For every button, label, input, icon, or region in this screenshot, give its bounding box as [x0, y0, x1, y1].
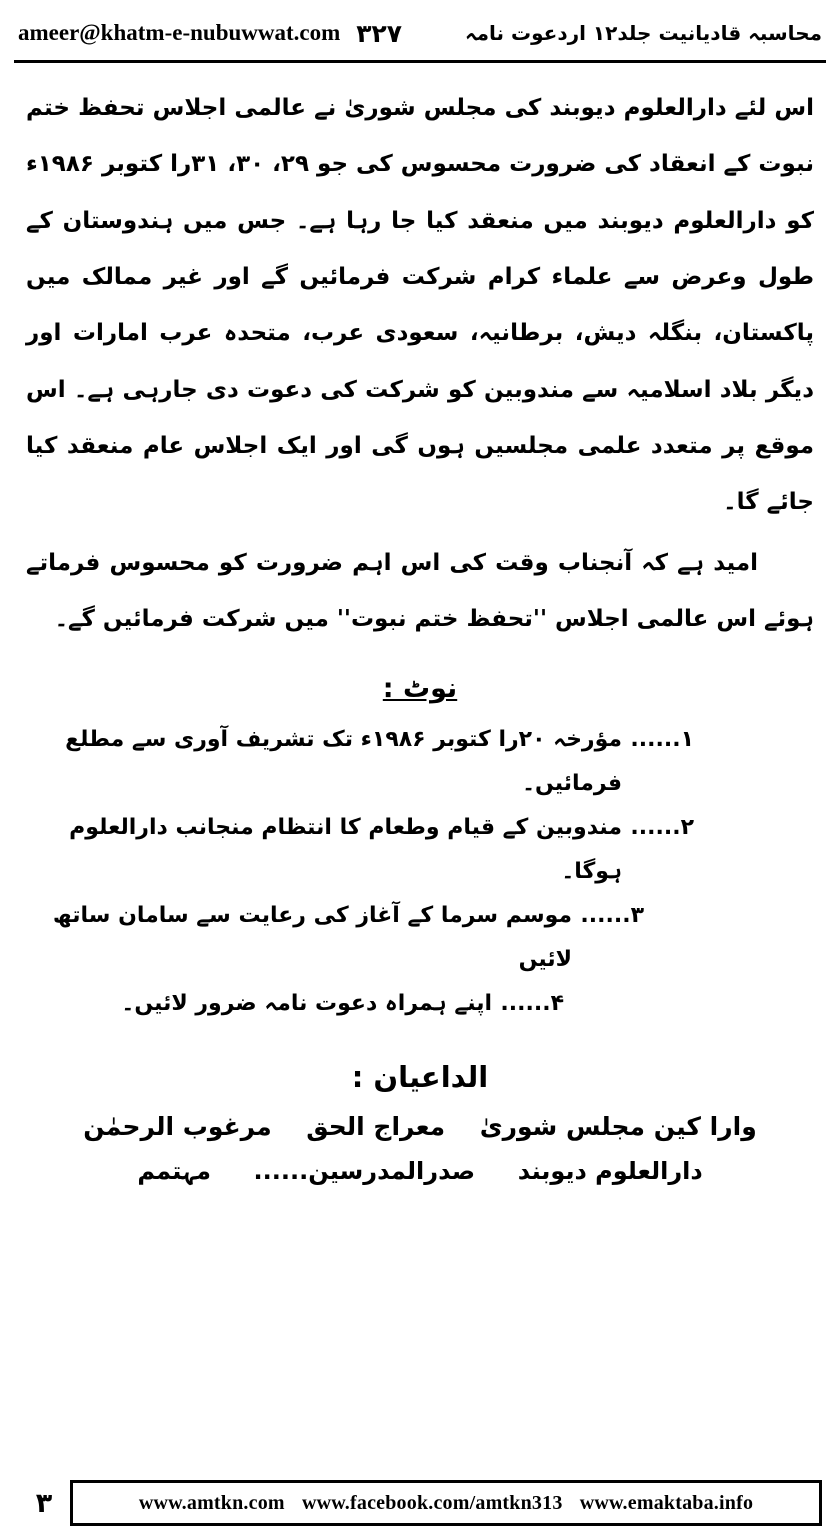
note-heading: نوٹ : — [382, 673, 458, 705]
signature-name: وارا کین مجلس شوریٰ — [479, 1112, 757, 1142]
main-content — [26, 80, 814, 1201]
note-item-number: ۱...... — [630, 727, 694, 753]
header-page-number: ۳۲۷ — [356, 18, 403, 48]
footer-link-facebook[interactable]: www.facebook.com/amtkn313 — [301, 1491, 563, 1514]
signatures-row-titles — [26, 1157, 814, 1185]
note-item — [26, 894, 814, 982]
footer-page-number: ۳ — [35, 1487, 53, 1519]
header-divider — [14, 60, 826, 63]
note-item-text: موسم سرما کے آغاز کی رعایت سے سامان ساتھ لائیں — [52, 903, 572, 973]
body-paragraph-2: امید ہے کہ آنجناب وقت کی اس اہم ضرورت کو محسوس فرماتے ہوئے اس عالمی اجلاس ''تحفظ ختم نبوت'' میں شرکت فرمائیں گے۔ — [26, 549, 814, 633]
note-item-number: ۲...... — [630, 815, 694, 841]
header-title: محاسبہ قادیانیت جلد۱۲ اردعوت نامہ — [464, 21, 822, 45]
signature-title: دارالعلوم دیوبند — [517, 1157, 703, 1186]
page-header — [18, 12, 822, 54]
note-item-text: اپنے ہمراہ دعوت نامہ ضرور لائیں۔ — [121, 991, 492, 1017]
note-item-number: ۳...... — [580, 903, 644, 929]
note-item — [26, 982, 814, 1026]
footer-link-emaktaba[interactable]: www.emaktaba.info — [579, 1491, 754, 1514]
header-left-group — [18, 19, 402, 48]
signature-title: مہتمم — [137, 1157, 211, 1186]
header-email: ameer@khatm-e-nubuwwat.com — [18, 20, 341, 45]
signature-name: مرغوب الرحمٰن — [83, 1112, 272, 1142]
note-list — [26, 718, 814, 1026]
page-footer — [18, 1480, 822, 1526]
signatures-row-names — [26, 1112, 814, 1141]
note-item — [26, 718, 814, 806]
footer-links — [133, 1492, 759, 1515]
note-item-number: ۴...... — [500, 991, 564, 1017]
signature-name: معراج الحق — [306, 1112, 446, 1142]
body-paragraph-1: اس لئے دارالعلوم دیوبند کی مجلس شوریٰ نے عالمی اجلاس تحفظ ختم نبوت کے انعقاد کی ضرورت محسوس کی جو ۲۹، ۳۰، ۳۱را کتوبر ۱۹۸۶ء کو دارالعلوم دیوبند میں منعقد کیا جا رہا ہے۔ جس میں ہندوستان کے طول وعرض سے علماء کرام شرکت فرمائیں گے اور غیر ممالک میں پاکستان، بنگلہ دیش، برطانیہ، سعودی عرب، متحدہ عرب امارات اور دیگر بلاد اسلامیہ سے مندوبین کو شرکت کی دعوت دی جارہی ہے۔ اس موقع پر متعدد علمی مجلسیں ہوں گی اور ایک اجلاس عام منعقد کیا جائے گا۔ — [26, 95, 814, 516]
note-item-text: مندوبین کے قیام وطعام کا انتظام منجانب دارالعلوم ہوگا۔ — [69, 815, 622, 885]
note-item — [26, 806, 814, 894]
note-item-text: مؤرخہ ۲۰را کتوبر ۱۹۸۶ء تک تشریف آوری سے مطلع فرمائیں۔ — [65, 727, 622, 797]
footer-links-bar — [70, 1480, 822, 1526]
footer-link-amtkn[interactable]: www.amtkn.com — [138, 1491, 285, 1514]
signature-title: صدرالمدرسین...... — [253, 1157, 476, 1186]
signatures-heading: الداعیان : — [351, 1060, 489, 1095]
